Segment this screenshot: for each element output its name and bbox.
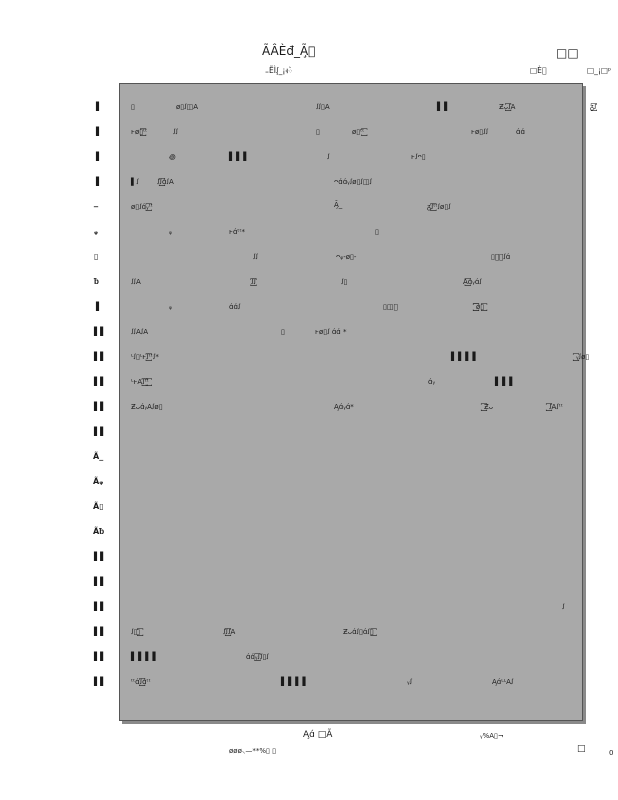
footer-center-label: A̧ɑ́ □Ã: [303, 730, 333, 740]
margin-marker: ▯: [94, 252, 99, 261]
table-cell: ꭍꭍ▯A: [316, 103, 330, 111]
table-cell: ▌▌▌: [229, 152, 251, 161]
table-cell: ɑ́ɑ́ꭍ: [229, 303, 241, 311]
corner-sub-right: □_¡□ᵖ: [587, 66, 612, 75]
table-cell: ▌▌▌: [495, 377, 517, 386]
margin-marker: ⎯: [94, 202, 98, 211]
table-cell: ⱶø▯꙱ᵗᵗ: [131, 128, 148, 136]
page-box: □: [577, 744, 586, 754]
margin-marker: ▌: [96, 302, 103, 311]
table-cell: ᵩ: [169, 303, 172, 311]
margin-marker: ▌: [96, 102, 103, 111]
table-cell: ꭍꭍ꙱ɑ́ꭍA: [157, 178, 174, 186]
table-cell: ꭍ: [562, 603, 565, 611]
table-cell: ø▯ꭍɑ́ᵧ꙱ᵗᵗ: [131, 203, 153, 211]
table-cell: ▯꙱꙱ꭍɑ́: [491, 253, 511, 261]
table-cell: ▌▌▌▌: [451, 352, 480, 361]
table-cell: ⱶꭍᴖ▯: [411, 153, 426, 161]
margin-marker: Ãᵬ: [93, 527, 105, 536]
table-cell: ø▯ꭍ◫A: [176, 103, 199, 111]
margin-marker: ▌: [96, 152, 103, 161]
table-cell: ꭍ: [327, 153, 330, 161]
table-cell: ▯: [131, 103, 135, 111]
margin-marker: ▌▌: [94, 677, 107, 686]
margin-marker: ▌▌: [94, 652, 107, 661]
table-cell: ▯: [281, 328, 285, 336]
table-cell: ꙱ᵧꭍø▯: [576, 353, 590, 361]
table-cell: ᴸꭍ▯ᴸⱶꭍ꙱ᵗᵗꭍ*: [131, 353, 159, 361]
table-cell: Ƶᴗ꙱ꭍA: [499, 103, 516, 111]
table-cell: A꙱ɑ́ᵧɑ́ꭍ: [463, 278, 482, 286]
margin-marker: Ãᵩ: [93, 477, 104, 486]
table-cell: ɑ́ɑ́: [516, 128, 525, 136]
table-cell: ꭍ▯: [341, 278, 348, 286]
table-cell: ▌▌▌▌: [281, 677, 310, 686]
table-cell: ᵗᵗɑ́ꭍ꙱ɑ́ᵗᵗ: [131, 678, 151, 686]
table-cell: Ƶᴗɑ́ꭍ▯ɑ́ꭍ▯꙱: [343, 628, 374, 636]
table-cell: ᵹ꙱ꭍ: [590, 103, 597, 111]
table-cell: ꭍꭍ: [253, 253, 259, 261]
margin-marker: ᵩ: [94, 227, 98, 236]
table-cell: ▯: [316, 128, 320, 136]
document-title: ÃÂÈđ_Ã̧ᷤ: [262, 44, 316, 58]
margin-marker: Ã▯: [93, 502, 104, 511]
corner-sub-left: □Èᷤ: [530, 66, 547, 75]
table-cell: ᵧꭍ: [407, 678, 413, 686]
corner-label: □□: [556, 46, 579, 60]
margin-marker: ▌▌: [94, 377, 107, 386]
margin-marker: Ã_: [93, 452, 104, 461]
margin-marker: ▌▌: [94, 552, 107, 561]
margin-marker: ▌▌: [94, 602, 107, 611]
table-cell: ⱶø▯ꭍ ɑ́ɑ́ *: [315, 328, 347, 336]
table-cell: ᵩ: [169, 228, 172, 236]
margin-marker: ▌: [96, 177, 103, 186]
table-cell: ꙱ꭍAꭍᵗᵗ: [549, 403, 563, 411]
footer-right-label: ᵧ%A▯¬: [480, 732, 504, 740]
table-cell: Ã̧_: [334, 201, 343, 209]
table-cell: ꭍꭍAꭍA: [131, 328, 149, 336]
table-cell: ⱶø▯ꭍꭍ: [471, 128, 489, 136]
table-cell: ᴸⱶAꭍ꙱ᵗᵗ꙱: [131, 378, 149, 386]
margin-marker: ▌▌: [94, 327, 107, 336]
document-subtitle: ₌⁠ẼÌꭍ̧_¡ᰴ̀: [265, 66, 293, 75]
margin-marker: ᵬ: [94, 277, 99, 286]
margin-marker: ▌▌: [94, 627, 107, 636]
margin-marker: ▌▌: [94, 577, 107, 586]
table-cell: ▌▌: [437, 102, 452, 111]
margin-marker: ▌▌: [94, 427, 107, 436]
footer-code: øøø⸜—**%▯ ▯: [229, 747, 276, 755]
table-cell: ▌▌▌▌: [131, 652, 160, 661]
margin-marker: ▌▌: [94, 402, 107, 411]
table-cell: ꭍ◫꙱: [131, 628, 141, 636]
table-cell: ꙱Ƶᴗ: [484, 403, 494, 411]
table-cell: ɑ́ɑ́ᵧ꙱ꭍꭍ▯ꭍ: [246, 653, 269, 661]
page-number: 0: [609, 749, 614, 757]
table-cell: ꙱꙱ø▯꙱: [476, 303, 485, 311]
table-cell: ᴖᵩ-ø▯-: [336, 253, 357, 261]
table-cell: ø▯ᵗᵗ꙱: [352, 128, 365, 136]
table-cell: ᵹꭍ꙱ᵗᵗꭍø▯ꭍ: [427, 203, 451, 211]
table-cell: ꩜: [169, 153, 176, 161]
table-cell: ꭍꭍ꙱ꭍA: [223, 628, 236, 636]
table-cell: ᴖɑ́ɑ́ᵧꭍø▯ꭍ◫ꭍ: [334, 178, 373, 186]
table-cell: ▌ꭍ: [131, 178, 139, 186]
table-cell: Ƶᴗɑ́ᵧAꭍø▯: [131, 403, 163, 411]
table-cell: ꭍ꙱ꭍ: [251, 278, 257, 286]
table-cell: A̧ɑ́ᵧɑ́*: [334, 403, 354, 411]
table-cell: ɑ́ᵧ: [428, 378, 436, 386]
table-cell: ▯◫꙱: [383, 303, 398, 311]
margin-marker: ▌: [96, 127, 103, 136]
table-cell: ▯: [375, 228, 379, 236]
table-cell: ⱶɑ́ᵗᵗ*: [229, 228, 246, 236]
margin-marker: ▌▌: [94, 352, 107, 361]
table-cell: ꭍꭍA: [131, 278, 141, 286]
table-cell: ꭍꭍ: [173, 128, 179, 136]
table-cell: A̧ɑ́ᴸᴸAꭍ: [492, 678, 514, 686]
